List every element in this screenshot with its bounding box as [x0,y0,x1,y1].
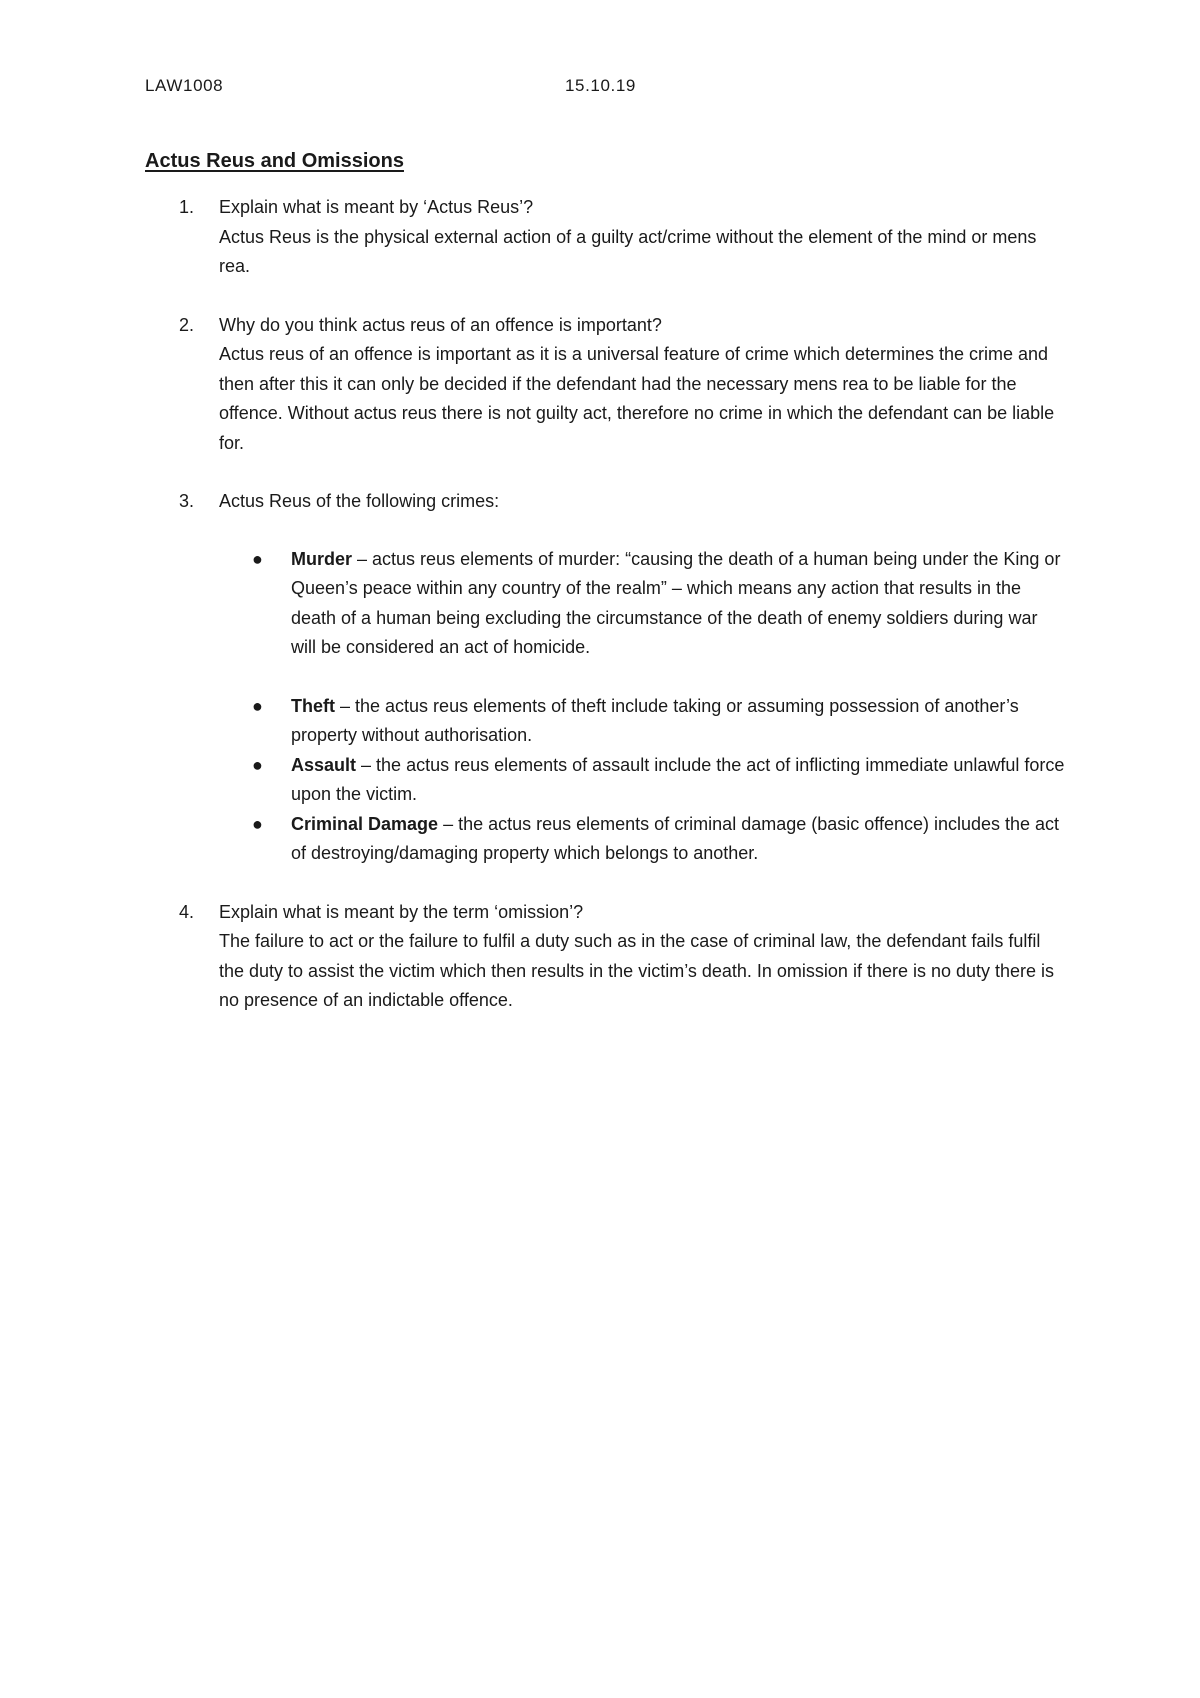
question-3 [145,487,1065,517]
document-date: 15.10.19 [565,76,636,95]
list-item [145,545,1065,663]
bullet-icon: ● [252,695,263,716]
list-item [145,692,1065,751]
bullet-icon: ● [252,813,263,834]
question-number: 4. [179,901,195,922]
question-4 [145,898,1065,1016]
crime-description: – actus reus elements of murder: “causing the death of a human being under the King or Queen’s peace within any country of the realm” – which means any action that results in the death of a human being excluding the circumstance of the death of enemy soldiers during war will be considered an act of homicide. [291,548,1061,657]
spacer [145,869,1065,898]
answer-text: The failure to act or the failure to fulfil a duty such as in the case of criminal law, the defendant fails fulfil the duty to assist the victim which then results in the victim’s death. In omission if there is no duty there is no presence of an indictable offence. [219,931,1055,1010]
list-item [145,810,1065,869]
question-text: Actus Reus of the following crimes: [219,491,500,511]
crime-term: Assault [291,754,357,775]
page-header [145,76,1045,102]
spacer [145,282,1065,311]
answer-text: Actus reus of an offence is important as it is a universal feature of crime which determines the crime and then after this it can only be decided if the defendant had the necessary mens rea to be liable for the offence. Without actus reus there is not guilty act, therefore no crime in which the defendant can be liable for. [219,344,1055,453]
question-1 [145,193,1065,282]
list-item [145,751,1065,810]
crime-description: – the actus reus elements of assault include the act of inflicting immediate unlawful force upon the victim. [291,754,1065,804]
crime-term: Theft [291,695,335,716]
document-body [145,193,1065,1016]
question-2 [145,311,1065,459]
question-number: 1. [179,197,195,217]
question-number: 3. [179,491,195,511]
crime-term: Criminal Damage [291,813,439,834]
crime-description: – the actus reus elements of criminal damage (basic offence) includes the act of destroying/damaging property which belongs to another. [291,813,1060,863]
question-text: Explain what is meant by ‘Actus Reus’? [219,197,534,217]
crime-term: Murder [291,548,353,569]
bullet-icon: ● [252,548,263,569]
crime-description: – the actus reus elements of theft include taking or assuming possession of another’s property without authorisation. [291,695,1019,745]
crime-list [145,545,1065,869]
answer-text: Actus Reus is the physical external action of a guilty act/crime without the element of the mind or mens rea. [219,226,1037,276]
document-title: Actus Reus and Omissions [145,150,404,172]
course-code: LAW1008 [145,76,224,95]
bullet-icon: ● [252,754,263,775]
question-text: Why do you think actus reus of an offence is important? [219,314,662,335]
spacer [145,458,1065,487]
question-number: 2. [179,314,195,335]
question-text: Explain what is meant by the term ‘omission’? [219,901,584,922]
